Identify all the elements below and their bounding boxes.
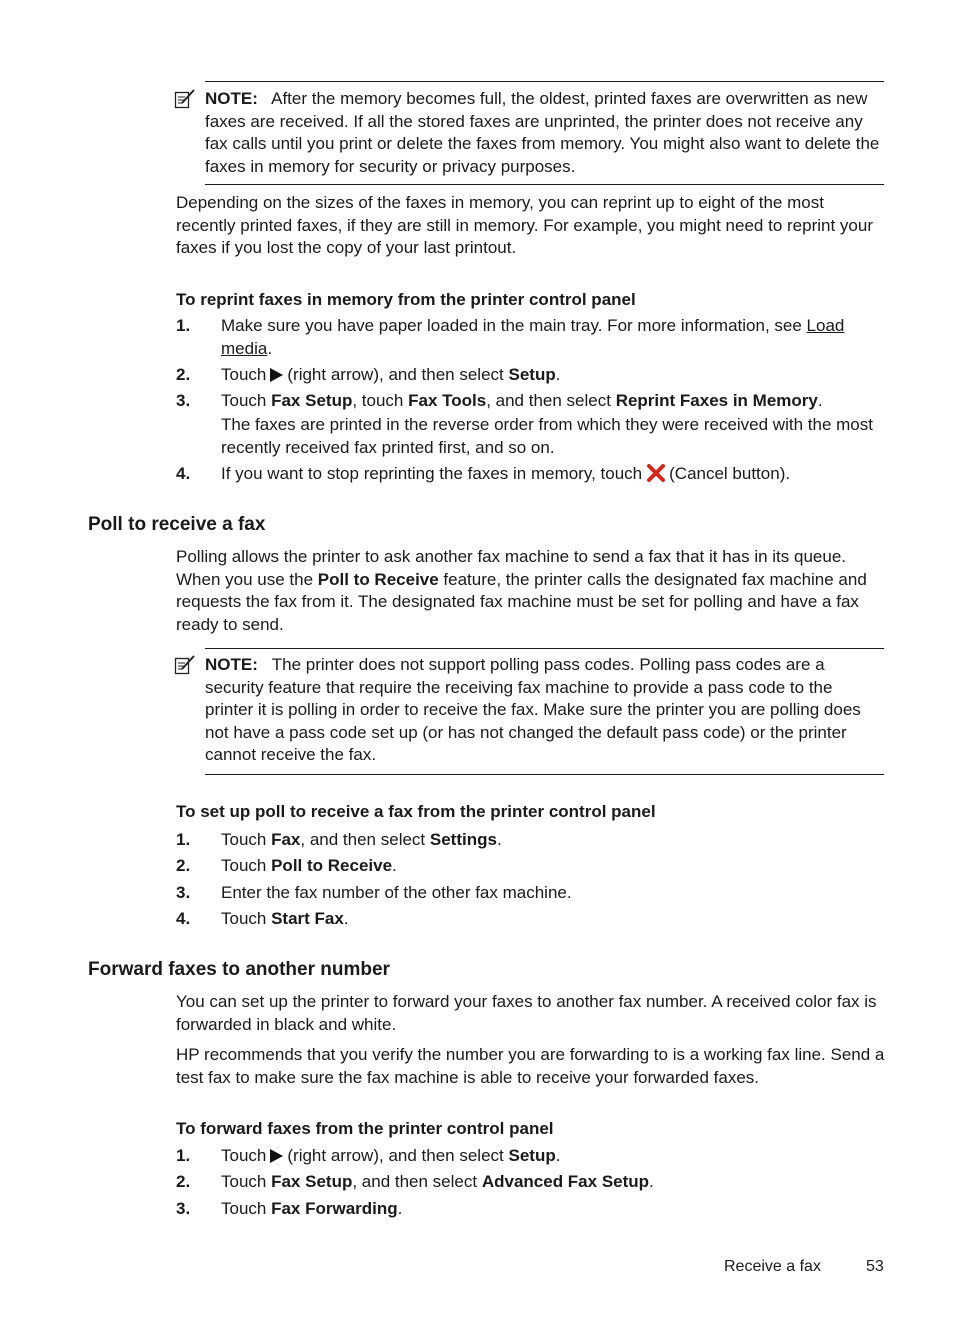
step-text: Touch Poll to Receive. [221, 856, 397, 875]
step-number: 3. [176, 391, 191, 410]
step-text: Make sure you have paper loaded in the main tray. For more information, see Load media. [221, 316, 845, 358]
note-pencil-icon [174, 654, 196, 676]
step-text: Touch Fax Setup, touch Fax Tools, and then select Reprint Faxes in Memory. [221, 391, 823, 410]
procedure-heading: To reprint faxes in memory from the printer control panel [176, 290, 636, 309]
forward-paragraph: You can set up the printer to forward your faxes to another fax number. A received color fax is forwarded in black and white. [176, 992, 877, 1034]
step-text: Touch Fax, and then select Settings. [221, 830, 502, 849]
step-text: Touch (right arrow), and then select Setup. [221, 1146, 561, 1165]
step-number: 2. [176, 365, 191, 384]
right-arrow-icon [270, 1149, 283, 1163]
step-text: Touch Fax Setup, and then select Advanced Fax Setup. [221, 1172, 654, 1191]
note-body: The printer does not support polling pass codes. Polling pass codes are a security feature that require the receiving fax machine to provide a pass code to the printer it is polling in order to receive the fax. Make sure the printer you are polling does not have a pass code set up (or has not changed the default pass code) or the printer cannot receive the fax. [205, 655, 861, 765]
poll-paragraph: Polling allows the printer to ask another fax machine to send a fax that it has in its queue. When you use the Poll to Receive feature, the printer calls the designated fax machine and requests the fax from it. The designated fax machine must be set for polling and have a fax ready to send. [176, 547, 867, 634]
step-number: 1. [176, 316, 191, 335]
note-label: NOTE: [205, 89, 258, 108]
note-pencil-icon [174, 88, 196, 110]
step-number: 1. [176, 1146, 191, 1165]
step-number: 1. [176, 830, 191, 849]
step-number: 4. [176, 464, 191, 483]
cancel-x-icon [646, 464, 666, 482]
note-label: NOTE: [205, 655, 258, 674]
section-title: Forward faxes to another number [88, 959, 390, 980]
load-media-link[interactable]: Load media [221, 316, 845, 358]
note-box [205, 648, 884, 775]
note-body: After the memory becomes full, the oldest, printed faxes are overwritten as new faxes are received. If all the stored faxes are unprinted, the printer does not receive any fax calls until you print or delete the faxes from memory. You might also want to delete the faxes in memory for security or privacy purposes. [205, 89, 880, 176]
note-text [205, 88, 884, 178]
step-text: If you want to stop reprinting the faxes in memory, touch (Cancel button). [221, 464, 791, 483]
step-number: 4. [176, 909, 191, 928]
step-text: Touch Fax Forwarding. [221, 1199, 403, 1218]
intro-paragraph: Depending on the sizes of the faxes in memory, you can reprint up to eight of the most recently printed faxes, if they are still in memory. For example, you might need to reprint your faxes if you lost the copy of your last printout. [176, 193, 873, 258]
right-arrow-icon [270, 368, 283, 382]
step-text: Touch Start Fax. [221, 909, 349, 928]
procedure-heading: To set up poll to receive a fax from the printer control panel [176, 802, 656, 821]
step-number: 3. [176, 883, 191, 902]
section-title: Poll to receive a fax [88, 514, 266, 535]
step-detail: The faxes are printed in the reverse order from which they were received with the most recently received fax printed first, and so on. [221, 415, 873, 457]
procedure-heading: To forward faxes from the printer control panel [176, 1119, 554, 1138]
step-number: 2. [176, 856, 191, 875]
note-text [205, 654, 884, 767]
page-number: 53 [866, 1258, 884, 1275]
note-box [205, 81, 884, 185]
forward-paragraph: HP recommends that you verify the number you are forwarding to is a working fax line. Send a test fax to make sure the fax machine is able to receive your forwarded faxes. [176, 1045, 885, 1087]
step-number: 2. [176, 1172, 191, 1191]
footer-section-name: Receive a fax [724, 1258, 821, 1275]
step-text: Enter the fax number of the other fax machine. [221, 883, 572, 902]
step-text: Touch (right arrow), and then select Setup. [221, 365, 561, 384]
step-number: 3. [176, 1199, 191, 1218]
